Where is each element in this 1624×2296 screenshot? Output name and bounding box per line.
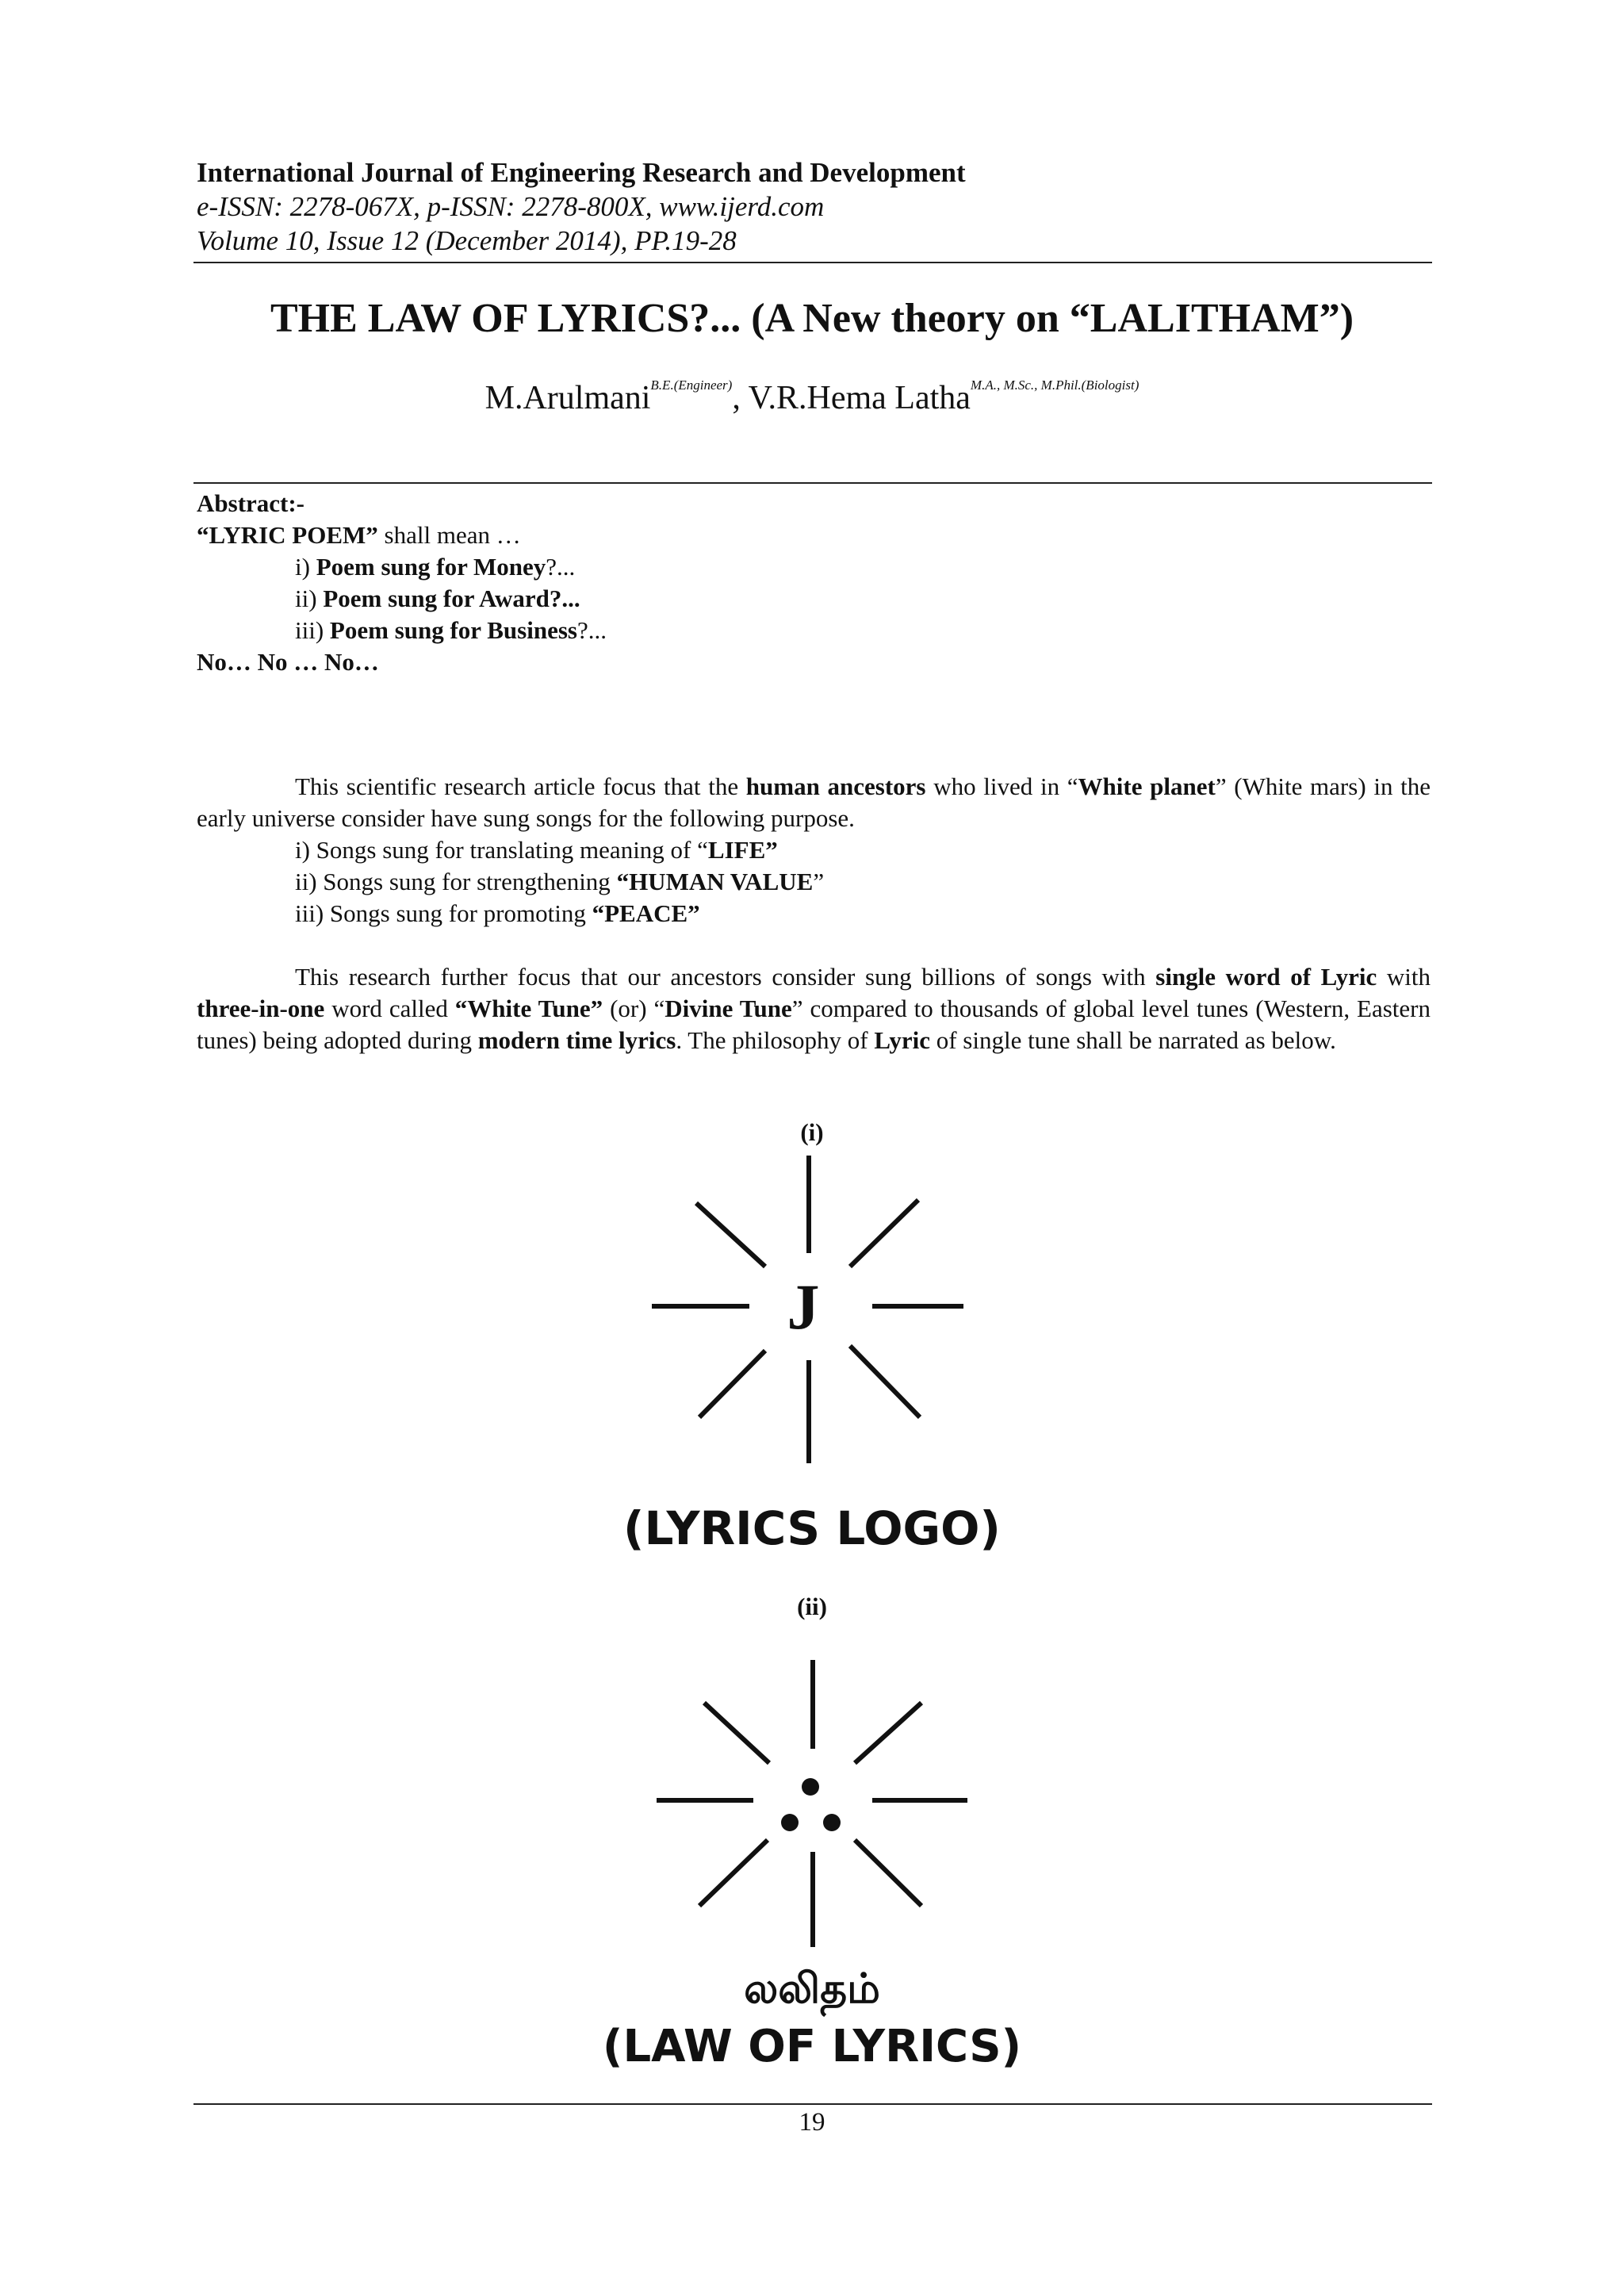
ray-bottom-right (850, 1346, 920, 1417)
journal-volume: Volume 10, Issue 12 (December 2014), PP.19-28 (197, 225, 737, 256)
author-1-qualifications: B.E.(Engineer) (650, 378, 733, 393)
abstract-lead-rest: shall mean … (377, 521, 521, 549)
lyrics-logo-figure (634, 1146, 983, 1479)
bold-run: “White Tune” (454, 995, 603, 1022)
bold-run: modern time lyrics (477, 1026, 676, 1054)
abstract-item-num: ii) (295, 585, 324, 612)
text-run: i) Songs sung for translating meaning of “ (295, 836, 708, 864)
author-separator: , (732, 380, 749, 416)
bold-run: “PEACE” (592, 899, 700, 927)
abstract-item-rest: ?... (546, 553, 576, 581)
author-2-name: V.R.Hema Latha (748, 380, 971, 416)
ray-bottom-right (855, 1840, 921, 1906)
purpose-item (197, 898, 1431, 930)
figure-2-label: (ii) (797, 1593, 827, 1620)
text-run: ” compared to thousands of global level tunes (Western, Eastern tunes) being adopted during (197, 995, 1431, 1054)
abstract-lead (197, 519, 1434, 551)
paper-title: THE LAW OF LYRICS?... (A New theory on “LALITHAM”) (270, 296, 1354, 341)
authors-line (0, 378, 1624, 417)
paragraph-gap (197, 930, 1431, 961)
lyrics-logo-caption: (LYRICS LOGO) (623, 1501, 1001, 1555)
abstract-rule (193, 482, 1432, 484)
ray-top-left (704, 1703, 769, 1763)
abstract-item-bold: Poem sung for Money (316, 553, 546, 581)
lalitham-tamil-word: லலிதம் (744, 1965, 880, 2013)
law-of-lyrics-caption: (LAW OF LYRICS) (602, 2021, 1022, 2072)
text-run: (or) “ (603, 995, 665, 1022)
ray-bottom-left (699, 1840, 768, 1906)
abstract-item (197, 615, 1434, 646)
abstract-item (197, 551, 1434, 583)
abstract (197, 488, 1434, 678)
paragraph-1 (197, 771, 1431, 834)
header-rule (193, 262, 1432, 263)
text-run: word called (324, 995, 455, 1022)
abstract-lead-bold: “LYRIC POEM” (197, 521, 378, 549)
text-run: . The philosophy of (676, 1026, 875, 1054)
abstract-item-rest: ?... (576, 616, 607, 644)
abstract-item (197, 583, 1434, 615)
abstract-item-bold: Poem sung for Business (329, 616, 577, 644)
abstract-heading: Abstract:- (197, 489, 305, 517)
author-2-qualifications: M.A., M.Sc., M.Phil.(Biologist) (970, 378, 1139, 393)
abstract-item-num: iii) (295, 616, 330, 644)
ray-top-left (696, 1203, 765, 1267)
text-run: This research further focus that our ancestors consider sung billions of songs with (295, 963, 1156, 991)
ray-top-right (850, 1200, 918, 1267)
journal-name: International Journal of Engineering Research and Development (197, 157, 966, 188)
footer-rule (193, 2103, 1432, 2105)
dot-bottom-left (781, 1814, 799, 1831)
text-run: ” (White mars) in the early universe consider have sung songs for the following purpose. (197, 772, 1431, 832)
purpose-item (197, 834, 1431, 866)
journal-issn: e-ISSN: 2278-067X, p-ISSN: 2278-800X, www.ijerd.com (197, 191, 825, 222)
bold-run: LIFE” (707, 836, 778, 864)
abstract-item-bold: Poem sung for Award?... (323, 585, 580, 612)
page-number: 19 (799, 2108, 825, 2137)
purpose-item (197, 866, 1431, 898)
abstract-closing: No… No … No… (197, 648, 379, 676)
bold-run: Lyric (874, 1026, 930, 1054)
bold-run: “HUMAN VALUE (616, 868, 814, 895)
bold-run: single word of Lyric (1155, 963, 1377, 991)
paragraph-2 (197, 961, 1431, 1056)
body-text (197, 771, 1431, 1056)
dot-bottom-right (823, 1814, 841, 1831)
law-of-lyrics-figure (634, 1654, 983, 1971)
bold-run: human ancestors (745, 772, 926, 800)
figure-1-label: (i) (800, 1118, 824, 1146)
bold-run: White planet (1078, 772, 1216, 800)
journal-header (197, 155, 1434, 258)
text-run: ” (813, 868, 825, 895)
dot-top (802, 1778, 819, 1796)
bold-run: three-in-one (197, 995, 325, 1022)
abstract-item-num: i) (295, 553, 316, 581)
text-run: This scientific research article focus that the (295, 772, 746, 800)
logo-letter-j: J (787, 1271, 820, 1343)
text-run: with (1377, 963, 1431, 991)
ray-bottom-left (699, 1351, 765, 1417)
text-run: iii) Songs sung for promoting (295, 899, 592, 927)
bold-run: Divine Tune (665, 995, 792, 1022)
ray-top-right (855, 1703, 921, 1763)
author-1-name: M.Arulmani (485, 380, 651, 416)
text-run: of single tune shall be narrated as below. (929, 1026, 1336, 1054)
text-run: who lived in “ (925, 772, 1078, 800)
text-run: ii) Songs sung for strengthening (295, 868, 617, 895)
